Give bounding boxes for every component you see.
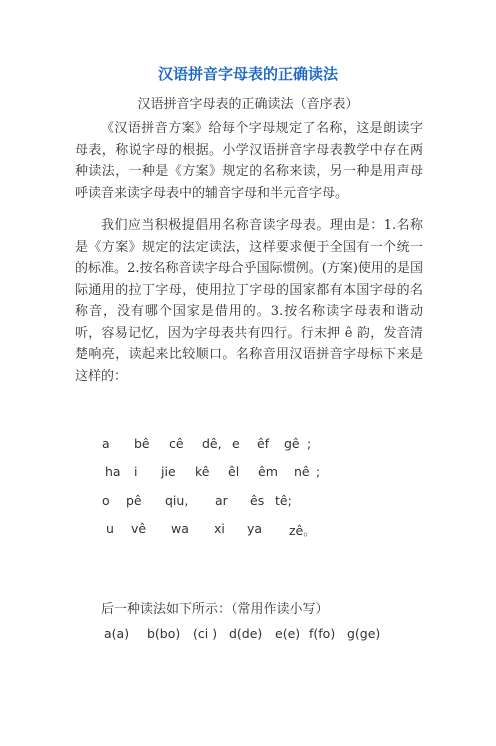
document-subtitle: 汉语拼音字母表的正确读法（音序表） <box>137 97 359 112</box>
letter-name: zê。 <box>289 523 316 538</box>
letter-name: êf <box>257 436 270 451</box>
letter-name: ar <box>215 493 228 508</box>
letter-name: ; <box>307 436 312 451</box>
letter-reading: e(e) <box>275 626 301 641</box>
letter-name: ; <box>316 464 321 479</box>
letter-name: êl <box>228 464 240 479</box>
letter-name: nê <box>294 464 310 479</box>
letter-name: a <box>102 436 110 451</box>
letter-row-1 <box>75 436 423 456</box>
letter-name: pê <box>126 493 142 508</box>
letter-name: tê; <box>275 493 292 508</box>
paragraph-reasons: 我们应当积极提倡用名称音读字母表。理由是：1.名称是《方案》规定的法定读法，这样要求便于全国有一个统一的标准。2.按名称音读字母合乎国际惯例。(方案)使用的是国际通用的拉丁字母，使用拉丁字母的国家都有本国字母的名称音，没有哪个国家是借用的。3.按名称读字母表和谐动听，容易记忆，因为字母表共有四行。行末押 ê 韵，发音清楚响亮，读起来比较顺口。名称音用汉语拼音字母标下来是这样的： <box>75 218 423 384</box>
letter-name: dê, <box>202 436 222 451</box>
letter-row-4 <box>75 521 423 541</box>
letter-name: xi <box>214 521 225 536</box>
letter-row-2 <box>75 464 423 484</box>
letter-name: bê <box>134 436 150 451</box>
letter-reading: g(ge) <box>347 626 381 641</box>
letter-name: cê <box>169 436 184 451</box>
letter-name: u <box>106 521 114 536</box>
letter-name: i <box>134 464 138 479</box>
letter-reading: (ci ) <box>193 626 218 641</box>
letter-name: ya <box>247 521 263 536</box>
letter-name: vê <box>131 521 147 536</box>
letter-name: qiu, <box>165 493 189 508</box>
letter-reading: d(de) <box>229 626 263 641</box>
letter-name: wa <box>171 521 189 536</box>
letter-row-3 <box>75 493 423 513</box>
letter-reading: f(fo) <box>309 626 336 641</box>
letter-name: e <box>232 436 240 451</box>
letter-reading: a(a) <box>104 626 130 641</box>
letter-name: êm <box>258 464 278 479</box>
second-method-row <box>75 626 423 646</box>
letter-name: ês <box>250 493 265 508</box>
paragraph-intro: 《汉语拼音方案》给每个字母规定了名称，这是朗读字母表，称说字母的根据。小学汉语拼音字母表教学中存在两种读法，一种是《方案》规定的名称来读，另一种是用声母呼读音来读字母表中的辅音字母和半元音字母。 <box>75 121 423 201</box>
letter-name: ha <box>105 464 121 479</box>
letter-name: gê <box>284 436 300 451</box>
letter-reading: b(bo) <box>147 626 181 641</box>
document-title: 汉语拼音字母表的正确读法 <box>157 65 338 83</box>
second-method-intro: 后一种读法如下所示：（常用作读小写） <box>101 602 329 617</box>
letter-name: jie <box>161 464 176 479</box>
letter-name: kê <box>195 464 210 479</box>
letter-name: o <box>102 493 110 508</box>
